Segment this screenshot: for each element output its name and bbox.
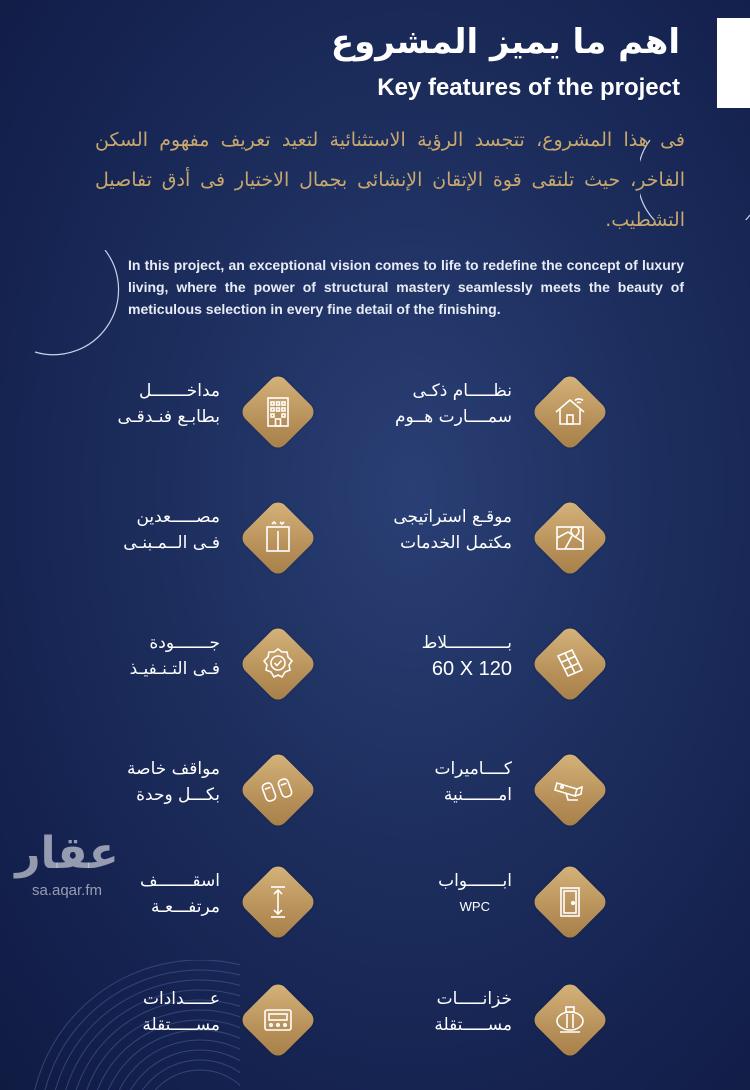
feature-private-parking: [8, 750, 318, 830]
feature-tiles: [300, 624, 610, 704]
page-title-arabic: اهم ما يميز المشروع: [330, 22, 680, 62]
door-icon: [550, 882, 590, 922]
feature-label-line1: جـــــــودة: [149, 633, 220, 653]
feature-label-line2: بكـــل وحدة: [136, 785, 220, 805]
feature-label-line2: امـــــــنية: [443, 785, 512, 805]
feature-icon-badge: [530, 862, 610, 942]
feature-label-line1: نظـــــام ذكـى: [412, 381, 512, 401]
feature-icon-badge: [238, 624, 318, 704]
feature-label-line1: خزانـــــات: [436, 989, 512, 1009]
feature-icon-badge: [238, 980, 318, 1060]
feature-icon-badge: [238, 498, 318, 578]
feature-icon-badge: [238, 862, 318, 942]
feature-hotel-entrances: [8, 372, 318, 452]
intro-paragraph-arabic: فى هذا المشروع، تتجسد الرؤية الاستثنائية لتعيد تعريف مفهوم السكن الفاخر، حيث تلتقى قوة الإتقان الإنشائى بجمال الاختيار فى أدق تفاصيل التشطيب.: [95, 129, 685, 231]
feature-icon-badge: [530, 498, 610, 578]
feature-label-line2: 60 X 120: [431, 658, 512, 680]
feature-label-line1: موقـع استراتيجى: [393, 507, 512, 527]
smart-home-icon: [550, 392, 590, 432]
feature-strategic-location: [300, 498, 610, 578]
decorative-arc-left: [0, 250, 130, 370]
hotel-building-icon: [258, 392, 298, 432]
feature-label-line1: مواقف خاصة: [127, 759, 220, 779]
feature-label-line1: مداخـــــــل: [139, 381, 220, 401]
feature-label-line2: مكتمل الخدمات: [400, 533, 512, 553]
map-location-icon: [550, 518, 590, 558]
feature-icon-badge: [238, 372, 318, 452]
feature-label-line1: اسقـــــــف: [139, 871, 220, 891]
feature-icon-badge: [238, 750, 318, 830]
feature-icon-badge: [530, 750, 610, 830]
feature-label-line2: مرتفـــعـة: [150, 897, 220, 917]
aqar-watermark: [2, 830, 132, 899]
page-title-english: Key features of the project: [377, 74, 680, 101]
feature-label-line2: مســـــتقلة: [142, 1015, 220, 1035]
meter-icon: [258, 1000, 298, 1040]
feature-label-line1: ابـــــــواب: [438, 871, 512, 891]
feature-label-line1: عـــــدادات: [143, 989, 220, 1009]
elevator-icon: [258, 518, 298, 558]
water-tank-icon: [550, 1000, 590, 1040]
feature-security-cameras: [300, 750, 610, 830]
feature-wpc-doors: [300, 862, 610, 942]
feature-label-line1: كــــاميرات: [434, 759, 512, 779]
feature-quality: [8, 624, 318, 704]
feature-label-line2: WPC: [459, 899, 490, 914]
ceiling-height-icon: [258, 882, 298, 922]
parking-cars-icon: [258, 770, 298, 810]
feature-independent-meters: [8, 980, 318, 1060]
security-camera-icon: [550, 770, 590, 810]
intro-paragraph-english: In this project, an exceptional vision comes to life to redefine the concept of luxury living, where the power of structural mastery seamlessly meets the beauty of meticulous selection in every fine detail of the finishing.: [128, 257, 684, 317]
feature-label-line2: بطابـع فنـدقـى: [117, 407, 220, 427]
tiles-icon: [550, 644, 590, 684]
feature-label-line2: فـى الــمـبنـى: [123, 533, 220, 553]
feature-icon-badge: [530, 980, 610, 1060]
feature-icon-badge: [530, 624, 610, 704]
feature-label-line2: مســـــتقلة: [434, 1015, 512, 1035]
white-accent-bar: [717, 18, 750, 108]
feature-label-line1: بــــــــــــلاط: [421, 633, 512, 653]
feature-smart-home: [300, 372, 610, 452]
watermark-url: sa.aqar.fm: [31, 882, 103, 899]
feature-independent-tanks: [300, 980, 610, 1060]
feature-label-line2: سمــــارت هــوم: [394, 407, 512, 427]
quality-badge-icon: [258, 644, 298, 684]
feature-elevators: [8, 498, 318, 578]
watermark-logo-text: عقار: [15, 828, 119, 879]
feature-label-line2: فـى التـنـفيـذ: [129, 659, 220, 679]
feature-label-line1: مصـــــعدين: [136, 507, 220, 527]
feature-icon-badge: [530, 372, 610, 452]
